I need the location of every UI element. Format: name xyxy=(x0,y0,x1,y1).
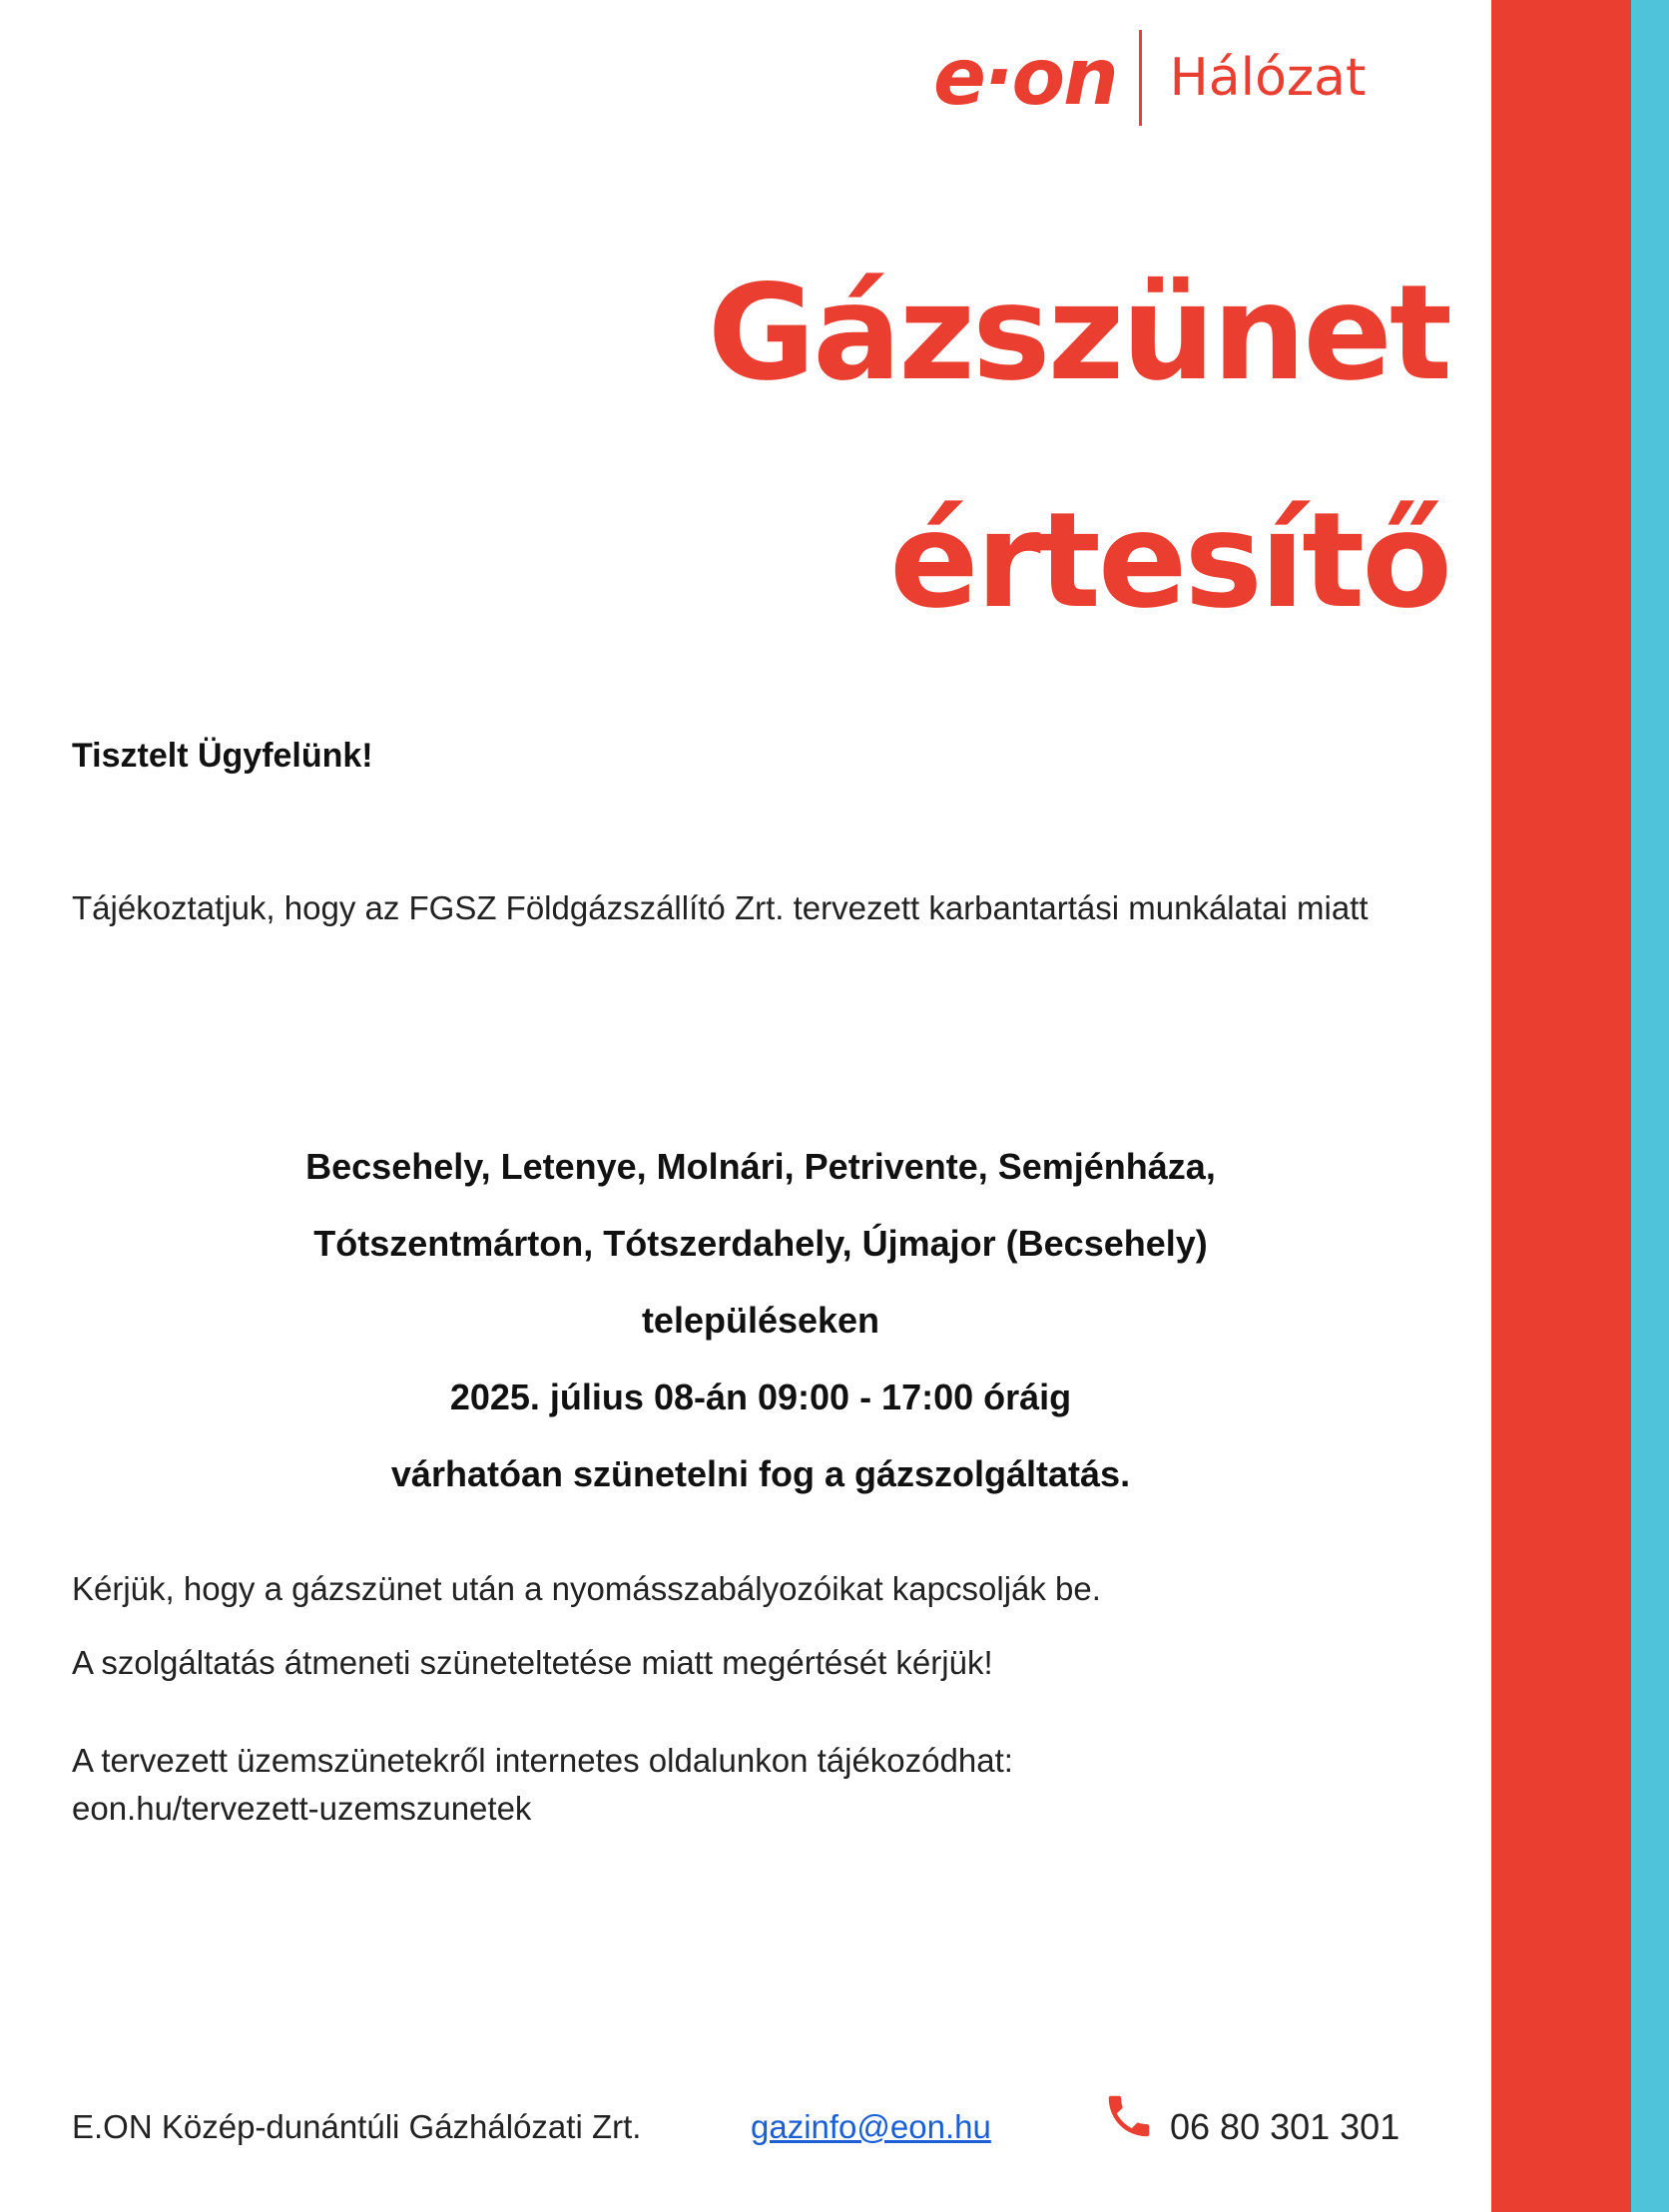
outage-notice xyxy=(72,1128,1449,1512)
eon-logo xyxy=(933,28,1366,128)
notice-line-settlements-2: Tótszentmárton, Tótszerdahely, Újmajor (Becsehely) xyxy=(313,1223,1208,1264)
footer-company: E.ON Közép-dunántúli Gázhálózati Zrt. xyxy=(72,2108,642,2145)
side-stripe-red xyxy=(1491,0,1631,2212)
page-title-line1: Gázszünet xyxy=(707,257,1449,410)
page-title-line2: értesítő xyxy=(889,484,1449,638)
apology-text: A szolgáltatás átmeneti szüneteltetése miatt megértését kérjük! xyxy=(72,1644,993,1681)
phone-icon xyxy=(1102,2087,1156,2145)
notice-line-date: 2025. július 08-án 09:00 - 17:00 óráig xyxy=(449,1377,1072,1417)
info-url: eon.hu/tervezett-uzemszunetek xyxy=(72,1790,532,1827)
notice-line-outage: várhatóan szünetelni fog a gázszolgáltatás. xyxy=(390,1453,1131,1494)
footer-phone xyxy=(1102,2084,1399,2148)
phone-number: 06 80 301 301 xyxy=(1170,2106,1400,2147)
info-text-line1: A tervezett üzemszünetekről internetes oldalunkon tájékozódhat: xyxy=(72,1742,1013,1779)
eon-logo-mark: e·on xyxy=(933,33,1117,123)
page-title xyxy=(708,220,1449,675)
intro-text: Tájékoztatjuk, hogy az FGSZ Földgázszállító Zrt. tervezett karbantartási munkálatai miatt xyxy=(72,889,1369,926)
greeting: Tisztelt Ügyfelünk! xyxy=(72,737,373,775)
notice-line-settlements-3: településeken xyxy=(641,1300,880,1341)
footer-email-link[interactable]: gazinfo@eon.hu xyxy=(751,2108,991,2145)
info-text xyxy=(72,1737,1449,1833)
notice-line-settlements-1: Becsehely, Letenye, Molnári, Petrivente, Semjénháza, xyxy=(305,1146,1216,1187)
regulator-request: Kérjük, hogy a gázszünet után a nyomásszabályozóikat kapcsolják be. xyxy=(72,1570,1101,1607)
side-stripe-cyan xyxy=(1631,0,1669,2212)
logo-divider xyxy=(1139,30,1142,126)
logo-subtitle: Hálózat xyxy=(1169,48,1367,108)
